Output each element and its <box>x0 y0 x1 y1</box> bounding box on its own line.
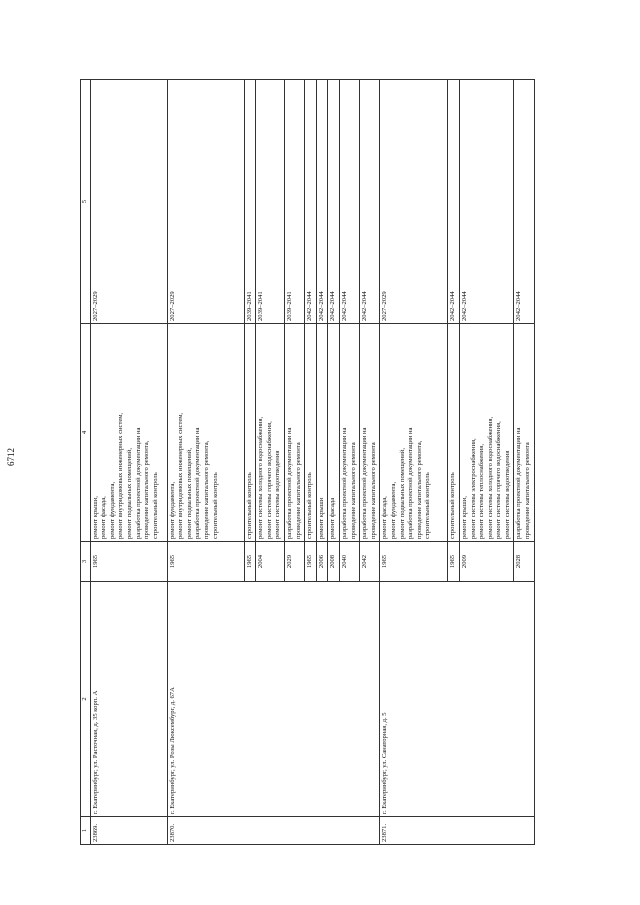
period-cell: 2039–2041 <box>284 80 304 324</box>
works-cell: ремонт фундамента, ремонт внутридомовых инженерных систем, ремонт подвальных помещений, разработка проектной документации на проведение капитального ремонта, строительный контроль <box>167 324 244 542</box>
year-cell: 1965 <box>90 542 167 582</box>
year-cell: 2028 <box>514 542 534 582</box>
repair-schedule-table <box>80 79 535 845</box>
year-cell: 1965 <box>244 542 256 582</box>
year-cell: 1965 <box>167 542 244 582</box>
year-cell: 2042 <box>360 542 380 582</box>
header-row <box>81 80 91 845</box>
period-cell: 2027–2029 <box>90 80 167 324</box>
address-cell: г. Екатеринбург, ул. Расточная, д. 35 корп. А <box>90 582 167 817</box>
address-cell: г. Екатеринбург, ул. Розы Люксембург, д. 67А <box>167 582 380 817</box>
works-cell: строительный контроль <box>448 324 460 542</box>
year-cell: 2029 <box>284 542 304 582</box>
year-cell: 2008 <box>328 542 340 582</box>
works-cell: строительный контроль <box>244 324 256 542</box>
works-cell: ремонт фасада <box>328 324 340 542</box>
year-cell: 1965 <box>305 542 317 582</box>
column-header: 2 <box>81 582 91 817</box>
year-cell: 2009 <box>459 542 514 582</box>
column-header: 3 <box>81 542 91 582</box>
period-cell: 2042–2044 <box>316 80 328 324</box>
works-cell: ремонт крыши, ремонт системы электроснабжения, ремонт системы теплоснабжения, ремонт системы холодного водоснабжения, ремонт системы горячего водоснабжения, ремонт системы водоотведения <box>459 324 514 542</box>
row-number: 23871. <box>380 817 534 845</box>
period-cell: 2042–2044 <box>459 80 514 324</box>
column-header: 5 <box>81 80 91 324</box>
period-cell: 2027–2029 <box>167 80 244 324</box>
works-cell: ремонт крыши, ремонт фасада, ремонт фундамента, ремонт внутридомовых инженерных систем, ремонт подвальных помещений, разработка проектной документации на проведение капитального ремонта, строительный контроль <box>90 324 167 542</box>
year-cell: 2040 <box>339 542 359 582</box>
table-row <box>167 80 244 845</box>
period-cell: 2042–2044 <box>448 80 460 324</box>
column-header: 1 <box>81 817 91 845</box>
year-cell: 2006 <box>316 542 328 582</box>
works-cell: разработка проектной документации на проведение капитального ремонта <box>284 324 304 542</box>
year-cell: 1965 <box>380 542 448 582</box>
works-cell: ремонт крыши <box>316 324 328 542</box>
period-cell: 2027–2029 <box>380 80 448 324</box>
rotated-table-wrapper <box>80 80 600 845</box>
address-cell: г. Екатеринбург, ул. Санаторная, д. 5 <box>380 582 534 817</box>
period-cell: 2039–2041 <box>244 80 256 324</box>
works-cell: разработка проектной документации на проведение капитального ремонта <box>339 324 359 542</box>
row-number: 23870. <box>167 817 380 845</box>
works-cell: ремонт системы холодного водоснабжения, ремонт системы горячего водоснабжения, ремонт системы водоотведения <box>256 324 285 542</box>
column-header: 4 <box>81 324 91 542</box>
period-cell: 2042–2044 <box>305 80 317 324</box>
period-cell: 2042–2044 <box>328 80 340 324</box>
period-cell: 2042–2044 <box>339 80 359 324</box>
period-cell: 2039–2041 <box>256 80 285 324</box>
period-cell: 2042–2044 <box>514 80 534 324</box>
works-cell: ремонт фасада, ремонт фундамента, ремонт подвальных помещений, разработка проектной документации на проведение капитального ремонта, строительный контроль <box>380 324 448 542</box>
year-cell: 1965 <box>448 542 460 582</box>
period-cell: 2042–2044 <box>360 80 380 324</box>
works-cell: разработка проектной документации на проведение капитального ремонта <box>360 324 380 542</box>
table-row <box>380 80 448 845</box>
row-number: 23869. <box>90 817 167 845</box>
works-cell: разработка проектной документации на проведение капитального ремонта <box>514 324 534 542</box>
table-row <box>90 80 167 845</box>
page-number: 6712 <box>6 448 16 466</box>
works-cell: строительный контроль <box>305 324 317 542</box>
year-cell: 2004 <box>256 542 285 582</box>
